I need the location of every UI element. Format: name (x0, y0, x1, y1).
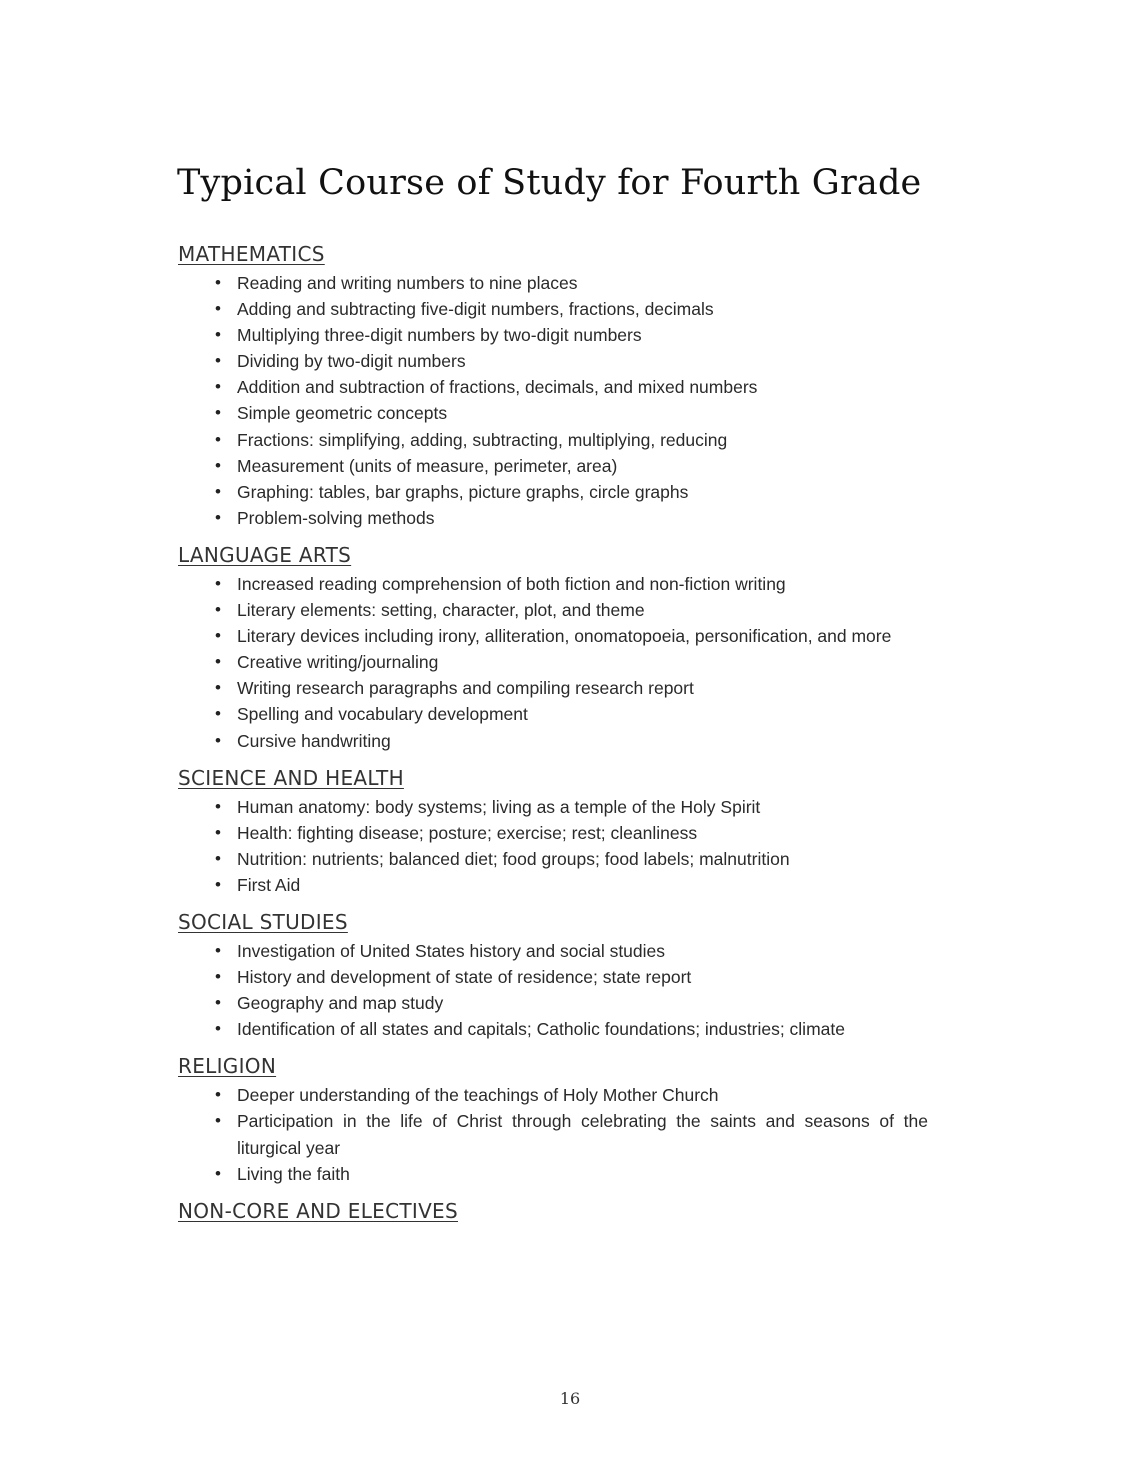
topic-list (178, 1082, 928, 1186)
section-religion (178, 1052, 928, 1186)
section-heading: SOCIAL STUDIES (178, 909, 348, 934)
list-item: • Health: fighting disease; posture; exercise; rest; cleanliness (237, 820, 928, 846)
list-item: • Reading and writing numbers to nine places (237, 270, 928, 296)
list-item: • Fractions: simplifying, adding, subtracting, multiplying, reducing (237, 427, 928, 453)
list-item: • Increased reading comprehension of both fiction and non-fiction writing (237, 571, 928, 597)
section-mathematics (178, 240, 928, 531)
course-content (178, 240, 928, 1235)
list-item: • Participation in the life of Christ through celebrating the saints and seasons of the liturgical year (237, 1108, 928, 1160)
section-science-and-health (178, 764, 928, 898)
list-item: • Human anatomy: body systems; living as a temple of the Holy Spirit (237, 794, 928, 820)
list-item: • Literary elements: setting, character, plot, and theme (237, 597, 928, 623)
list-item: • Measurement (units of measure, perimeter, area) (237, 453, 928, 479)
page-title: Typical Course of Study for Fourth Grade (177, 163, 922, 203)
list-item: • Problem-solving methods (237, 505, 928, 531)
section-language-arts (178, 541, 928, 754)
section-heading: SCIENCE AND HEALTH (178, 765, 404, 790)
list-item: • Literary devices including irony, alliteration, onomatopoeia, personification, and more (237, 623, 928, 649)
list-item: • History and development of state of residence; state report (237, 964, 928, 990)
list-item: • Addition and subtraction of fractions, decimals, and mixed numbers (237, 374, 928, 400)
section-heading: LANGUAGE ARTS (178, 542, 352, 567)
list-item: • First Aid (237, 872, 928, 898)
list-item: • Geography and map study (237, 990, 928, 1016)
section-heading: RELIGION (178, 1054, 277, 1079)
list-item: • Graphing: tables, bar graphs, picture graphs, circle graphs (237, 479, 928, 505)
list-item: • Creative writing/journaling (237, 649, 928, 675)
list-item: • Nutrition: nutrients; balanced diet; food groups; food labels; malnutrition (237, 846, 928, 872)
topic-list (178, 794, 928, 898)
section-social-studies (178, 908, 928, 1042)
list-item: • Simple geometric concepts (237, 400, 928, 426)
list-item: • Multiplying three-digit numbers by two-digit numbers (237, 322, 928, 348)
list-item: • Deeper understanding of the teachings of Holy Mother Church (237, 1082, 928, 1108)
list-item: • Identification of all states and capitals; Catholic foundations; industries; climate (237, 1016, 928, 1042)
list-item: • Writing research paragraphs and compiling research report (237, 675, 928, 701)
list-item: • Living the faith (237, 1161, 928, 1187)
list-item: • Cursive handwriting (237, 728, 928, 754)
topic-list (178, 270, 928, 531)
section-heading: MATHEMATICS (178, 242, 325, 266)
topic-list (178, 938, 928, 1042)
section-heading: NON-CORE AND ELECTIVES (178, 1198, 458, 1223)
list-item: • Spelling and vocabulary development (237, 701, 928, 727)
topic-list (178, 571, 928, 754)
section-non-core-and-electives (178, 1197, 928, 1225)
list-item: • Investigation of United States history and social studies (237, 938, 928, 964)
list-item: • Adding and subtracting five-digit numbers, fractions, decimals (237, 296, 928, 322)
list-item: • Dividing by two-digit numbers (237, 348, 928, 374)
page-number: 16 (559, 1389, 581, 1408)
